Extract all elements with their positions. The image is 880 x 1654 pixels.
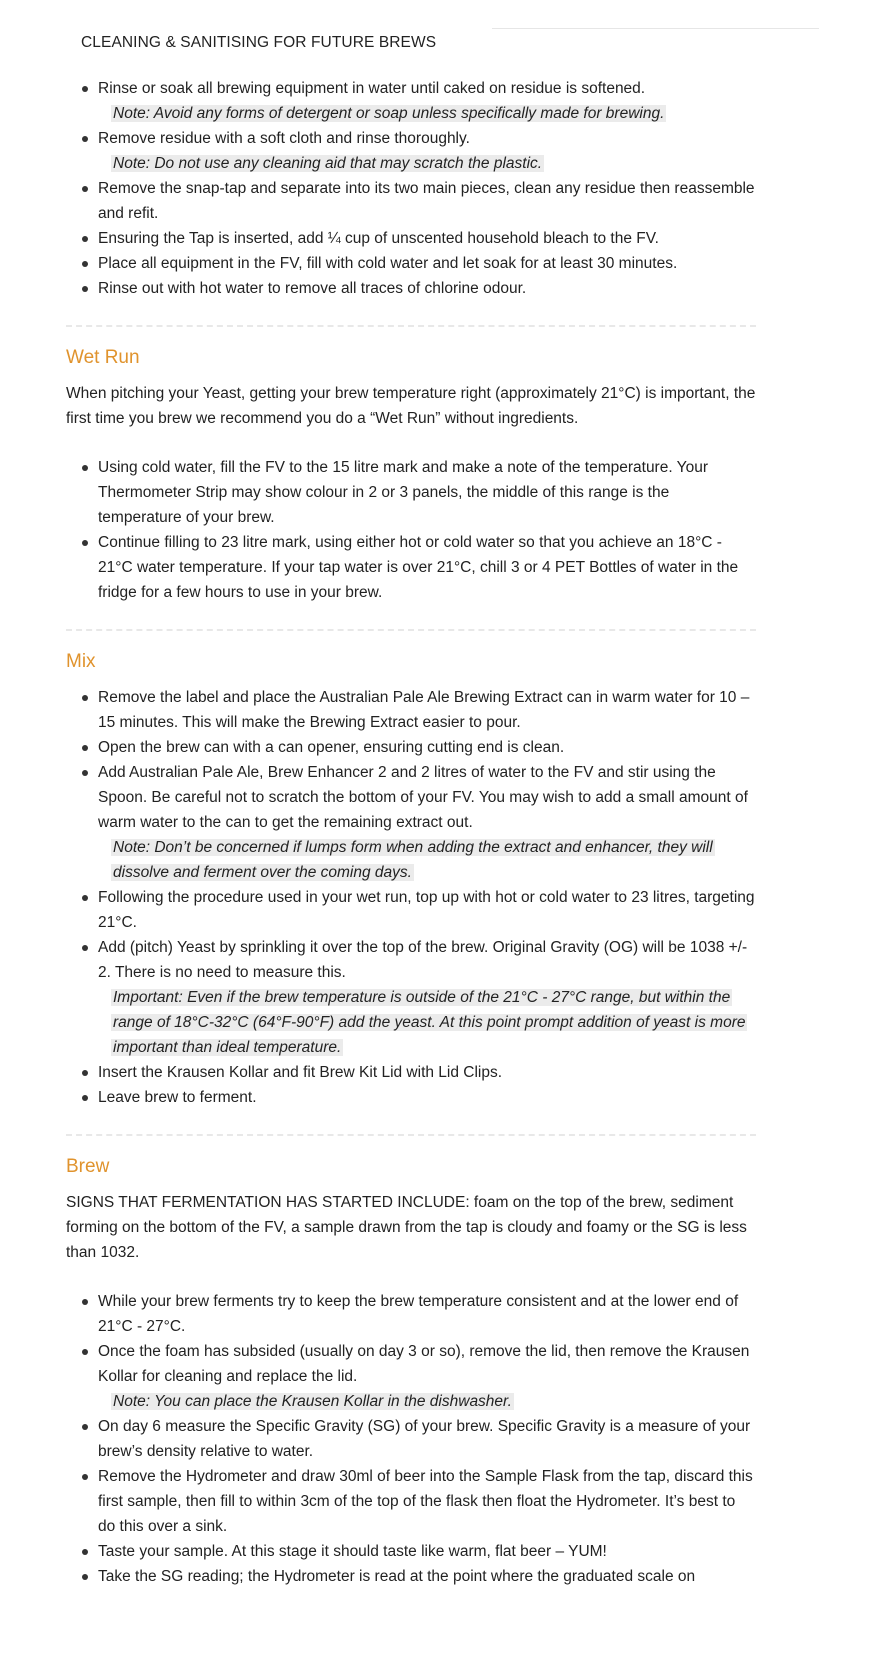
list-item-text: Using cold water, fill the FV to the 15 litre mark and make a note of the temperature. Your Thermometer Strip may show colour in 2 or 3 panels, the middle of this range is the temperature of your brew.: [98, 459, 708, 526]
list-item-text: Remove residue with a soft cloth and rinse thoroughly.: [98, 130, 470, 147]
note-block: [98, 835, 756, 885]
instructions-document: [66, 30, 756, 1589]
list-item-text: Add Australian Pale Ale, Brew Enhancer 2 and 2 litres of water to the FV and stir using the Spoon. Be careful not to scratch the bottom of your FV. You may wish to add a small amount of warm water to the can to get the remaining extract out.: [98, 764, 748, 831]
list-item-text: Rinse out with hot water to remove all traces of chlorine odour.: [98, 280, 527, 297]
list-item-text: Remove the Hydrometer and draw 30ml of beer into the Sample Flask from the tap, discard this first sample, then fill to within 3cm of the top of the flask then float the Hydrometer. It’s best to do this over a sink.: [98, 1468, 753, 1535]
list-item: [66, 455, 756, 530]
list-item: [66, 885, 756, 935]
list-item-text: Following the procedure used in your wet run, top up with hot or cold water to 23 litres, targeting 21°C.: [98, 889, 755, 931]
list-item-text: While your brew ferments try to keep the brew temperature consistent and at the lower end of 21°C - 27°C.: [98, 1293, 739, 1335]
list-item: [66, 126, 756, 176]
list-item: [66, 935, 756, 1060]
list-item-text: Add (pitch) Yeast by sprinkling it over the top of the brew. Original Gravity (OG) will be 1038 +/- 2. There is no need to measure this.: [98, 939, 748, 981]
mix-heading: Mix: [66, 651, 96, 672]
cleaning-title: CLEANING & SANITISING FOR FUTURE BREWS: [81, 34, 437, 51]
list-item: [66, 760, 756, 885]
list-item: [66, 1464, 756, 1539]
list-item-text: Remove the label and place the Australian Pale Ale Brewing Extract can in warm water for 10 – 15 minutes. This will make the Brewing Extract easier to pour.: [98, 689, 750, 731]
brew-heading: Brew: [66, 1156, 110, 1177]
section-divider: [66, 1134, 756, 1136]
wet-run-intro: When pitching your Yeast, getting your brew temperature right (approximately 21°C) is important, the first time you brew we recommend you do a “Wet Run” without ingredients.: [66, 385, 756, 427]
list-item: [66, 76, 756, 126]
note-block: [98, 985, 756, 1060]
brew-list: [66, 1289, 756, 1589]
list-item: [66, 735, 756, 760]
list-item-text: Rinse or soak all brewing equipment in water until caked on residue is softened.: [98, 80, 646, 97]
list-item-text: Take the SG reading; the Hydrometer is read at the point where the graduated scale on: [98, 1568, 696, 1585]
list-item-text: Place all equipment in the FV, fill with cold water and let soak for at least 30 minutes.: [98, 255, 678, 272]
section-divider: [66, 325, 756, 327]
list-item: [66, 1060, 756, 1085]
list-item-text: Taste your sample. At this stage it should taste like warm, flat beer – YUM!: [98, 1543, 607, 1560]
wet-run-heading: Wet Run: [66, 347, 140, 368]
list-item: [66, 1289, 756, 1339]
list-item: [66, 1339, 756, 1414]
list-item-text: Remove the snap-tap and separate into its two main pieces, clean any residue then reassemble and refit.: [98, 180, 755, 222]
note-text: Note: Don’t be concerned if lumps form when adding the extract and enhancer, they will dissolve and ferment over the coming days.: [113, 839, 713, 881]
note-text: Note: Do not use any cleaning aid that may scratch the plastic.: [113, 155, 543, 172]
list-item: [66, 251, 756, 276]
note-text: Note: Avoid any forms of detergent or soap unless specifically made for brewing.: [113, 105, 665, 122]
list-item-text: Open the brew can with a can opener, ensuring cutting end is clean.: [98, 739, 565, 756]
list-item: [66, 1539, 756, 1564]
list-item: [66, 276, 756, 301]
list-item: [66, 176, 756, 226]
list-item: [66, 226, 756, 251]
note-block: [98, 151, 756, 176]
list-item: [66, 1564, 756, 1589]
top-divider: [492, 28, 819, 29]
note-block: [98, 1389, 756, 1414]
list-item-text: Once the foam has subsided (usually on day 3 or so), remove the lid, then remove the Krausen Kollar for cleaning and replace the lid.: [98, 1343, 750, 1385]
section-divider: [66, 629, 756, 631]
list-item: [66, 530, 756, 605]
list-item: [66, 1085, 756, 1110]
list-item: [66, 685, 756, 735]
list-item: [66, 1414, 756, 1464]
list-item-text: On day 6 measure the Specific Gravity (SG) of your brew. Specific Gravity is a measure of your brew’s density relative to water.: [98, 1418, 751, 1460]
note-text: Important: Even if the brew temperature is outside of the 21°C - 27°C range, but within the range of 18°C-32°C (64°F-90°F) add the yeast. At this point prompt addition of yeast is more important than ideal temperature.: [113, 989, 746, 1056]
note-text: Note: You can place the Krausen Kollar in the dishwasher.: [113, 1393, 512, 1410]
list-item-text: Ensuring the Tap is inserted, add ¼ cup of unscented household bleach to the FV.: [98, 230, 659, 247]
list-item-text: Insert the Krausen Kollar and fit Brew Kit Lid with Lid Clips.: [98, 1064, 503, 1081]
list-item-text: Leave brew to ferment.: [98, 1089, 257, 1106]
brew-intro: SIGNS THAT FERMENTATION HAS STARTED INCLUDE: foam on the top of the brew, sediment forming on the bottom of the FV, a sample drawn from the tap is cloudy and foamy or the SG is less than 1032.: [66, 1194, 747, 1261]
mix-list: [66, 685, 756, 1110]
note-block: [98, 101, 756, 126]
list-item-text: Continue filling to 23 litre mark, using either hot or cold water so that you achieve an 18°C - 21°C water temperature. If your tap water is over 21°C, chill 3 or 4 PET Bottles of water in the fridge for a few hours to use in your brew.: [98, 534, 739, 601]
wet-run-list: [66, 455, 756, 605]
cleaning-list: [66, 76, 756, 301]
